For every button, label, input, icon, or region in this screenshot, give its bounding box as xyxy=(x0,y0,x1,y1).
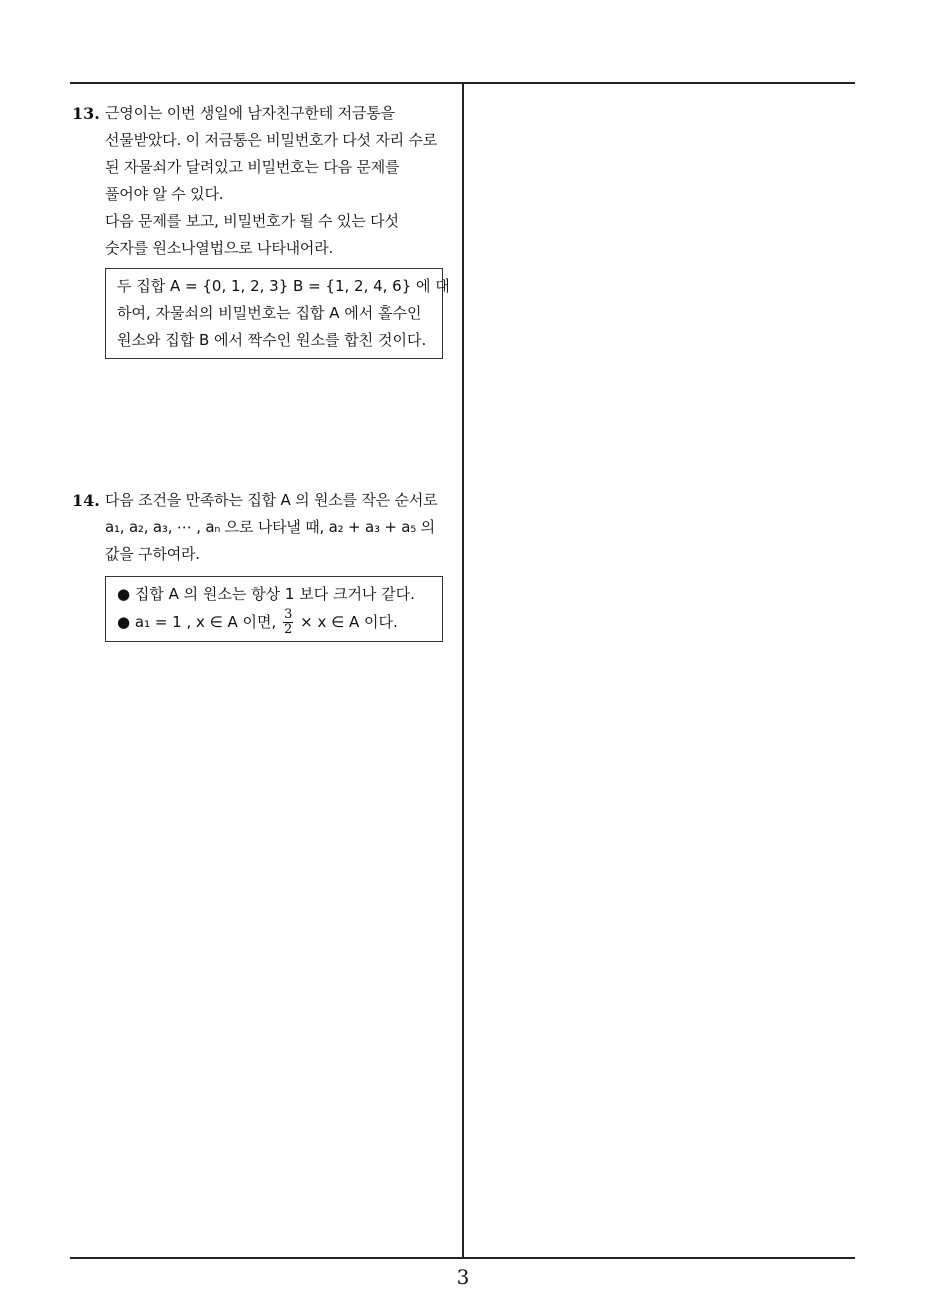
statement-line: 풀어야 알 수 있다. xyxy=(105,185,224,203)
fraction-numerator: 3 xyxy=(284,607,293,622)
condition-box xyxy=(105,576,443,642)
box-line: 하여, 자물쇠의 비밀번호는 집합 A 에서 홀수인 xyxy=(117,304,422,322)
statement-line: 된 자물쇠가 달려있고 비밀번호는 다음 문제를 xyxy=(105,158,400,176)
problem-statement xyxy=(105,100,454,262)
bullet-tail: × x ∈ A 이다. xyxy=(300,613,398,631)
problem-number: 13. xyxy=(72,104,100,123)
problem-number: 14. xyxy=(72,491,100,510)
problem-13 xyxy=(72,100,454,359)
bullet-icon: ● xyxy=(117,613,131,631)
statement-line: 값을 구하여라. xyxy=(105,545,200,563)
condition-bullet xyxy=(117,581,431,608)
statement-line: 선물받았다. 이 저금통은 비밀번호가 다섯 자리 수로 xyxy=(105,131,438,149)
page-number: 3 xyxy=(456,1265,470,1289)
condition-bullet xyxy=(117,608,431,637)
column-divider xyxy=(462,82,464,1259)
fraction xyxy=(283,608,293,637)
box-line: 원소와 집합 B 에서 짝수인 원소를 합친 것이다. xyxy=(117,331,427,349)
statement-line: 다음 조건을 만족하는 집합 A 의 원소를 작은 순서로 xyxy=(105,491,438,509)
problem-14 xyxy=(72,487,454,642)
bullet-text: a₁ = 1 , x ∈ A 이면, xyxy=(134,613,277,631)
statement-line: 숫자를 원소나열법으로 나타내어라. xyxy=(105,239,334,257)
bullet-icon: ● xyxy=(117,585,131,603)
box-line: 두 집합 A = {0, 1, 2, 3} B = {1, 2, 4, 6} 에 대 xyxy=(117,277,450,295)
statement-line: 다음 문제를 보고, 비밀번호가 될 수 있는 다섯 xyxy=(105,212,399,230)
bottom-rule xyxy=(70,1257,855,1259)
bullet-text: 집합 A 의 원소는 항상 1 보다 크거나 같다. xyxy=(134,585,415,603)
condition-box xyxy=(105,268,450,359)
statement-line: 근영이는 이번 생일에 남자친구한테 저금통을 xyxy=(105,104,395,122)
problem-statement xyxy=(105,487,454,568)
fraction-denominator: 2 xyxy=(284,622,293,637)
statement-line: a₁, a₂, a₃, ⋯ , aₙ 으로 나타낼 때, a₂ + a₃ + a₅ 의 xyxy=(105,518,435,536)
